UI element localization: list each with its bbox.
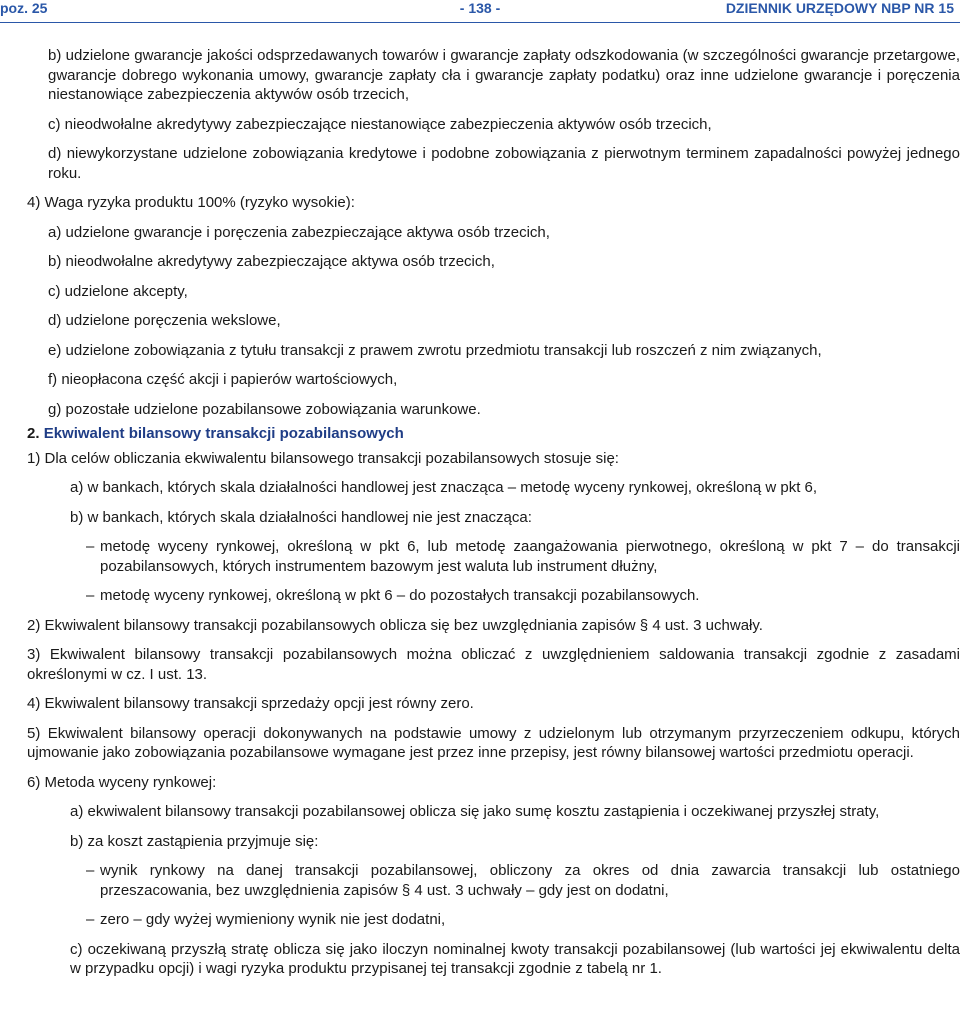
page-number: - 138 -	[459, 0, 501, 16]
point-1b-dash-1	[86, 537, 960, 576]
risk100-item-a: a) udzielone gwarancje i poręczenia zabezpieczające aktywa osób trzecich,	[48, 223, 550, 241]
page-header	[0, 0, 960, 20]
header-divider	[0, 22, 960, 23]
section-2-heading	[27, 424, 960, 444]
point-1b-dash-2	[86, 586, 960, 606]
risk100-item-e: e) udzielone zobowiązania z tytułu transakcji z prawem zwrotu przedmiotu transakcji lub roszczeń z nim związanych,	[48, 341, 822, 359]
document-body	[0, 46, 960, 979]
item-b-guarantees: b) udzielone gwarancje jakości odsprzedawanych towarów i gwarancje zapłaty odszkodowania (w szczególności gwarancje przetargowe, gwarancje dobrego wykonania umowy, gwarancje zapłaty cła i gwarancje zapłaty podatku) oraz inne udzielone gwarancje i poręczenia niestanowiące zabezpieczenia aktywów osób trzecich,	[48, 47, 960, 103]
point-6a: a) ekwiwalent bilansowy transakcji pozabilansowej oblicza się jako sumę kosztu zastąpienia i oczekiwanej przyszłej straty,	[70, 803, 880, 820]
point-1b-dash-2-text: metodę wyceny rynkowej, określoną w pkt 6 – do pozostałych transakcji pozabilansowych.	[100, 587, 700, 604]
point-6b-dash-1	[86, 861, 960, 900]
point-1: 1) Dla celów obliczania ekwiwalentu bilansowego transakcji pozabilansowych stosuje się:	[27, 449, 619, 467]
point-6c: c) oczekiwaną przyszłą stratę oblicza się jako iloczyn nominalnej kwoty transakcji pozabilansowej (lub wartości jej ekwiwalentu delta w przypadku opcji) i wagi ryzyka produktu przypisanej tej transakcji zgodnie z tabelą nr 1.	[70, 940, 960, 977]
point-3: 3) Ekwiwalent bilansowy transakcji pozabilansowych można obliczać z uwzględnieniem saldowania transakcji zgodnie z zasadami określonymi w cz. I ust. 13.	[27, 646, 960, 683]
point-6b-dash-2	[86, 910, 960, 930]
risk100-item-f: f) nieopłacona część akcji i papierów wartościowych,	[48, 371, 398, 388]
dash-bullet: –	[86, 911, 95, 928]
dash-bullet: –	[86, 587, 95, 604]
point-6: 6) Metoda wyceny rynkowej:	[27, 773, 217, 791]
point-1a: a) w bankach, których skala działalności handlowej jest znacząca – metodę wyceny rynkowej, określoną w pkt 6,	[70, 479, 818, 496]
journal-title: DZIENNIK URZĘDOWY NBP NR 15	[725, 0, 954, 16]
point-4: 4) Ekwiwalent bilansowy transakcji sprzedaży opcji jest równy zero.	[27, 695, 474, 712]
dash-bullet: –	[86, 862, 95, 879]
point-5: 5) Ekwiwalent bilansowy operacji dokonywanych na podstawie umowy z udzielonym lub otrzymanym przyrzeczeniem odkupu, których ujmowanie jako zobowiązania pozabilansowe wymagane jest przez inne przepisy, jest równy bilansowej wartości przedmiotu operacji.	[27, 724, 960, 761]
point-2: 2) Ekwiwalent bilansowy transakcji pozabilansowych oblicza się bez uwzględniania zapisów § 4 ust. 3 uchwały.	[27, 616, 763, 634]
risk-weight-100-heading: 4) Waga ryzyka produktu 100% (ryzyko wysokie):	[27, 194, 355, 211]
point-6b-dash-2-text: zero – gdy wyżej wymieniony wynik nie jest dodatni,	[100, 911, 446, 928]
point-6b: b) za koszt zastąpienia przyjmuje się:	[70, 832, 319, 850]
risk100-item-d: d) udzielone poręczenia wekslowe,	[48, 312, 281, 329]
section-number: 2.	[27, 425, 40, 442]
item-d-credit-commitments: d) niewykorzystane udzielone zobowiązania kredytowe i podobne zobowiązania z pierwotnym terminem zapadalności powyżej jednego roku.	[48, 145, 960, 182]
section-title: Ekwiwalent bilansowy transakcji pozabilansowych	[43, 425, 404, 442]
risk100-item-g: g) pozostałe udzielone pozabilansowe zobowiązania warunkowe.	[48, 400, 481, 418]
dash-bullet: –	[86, 538, 95, 555]
page-reference: poz. 25	[0, 0, 48, 16]
point-1b: b) w bankach, których skala działalności handlowej nie jest znacząca:	[70, 508, 532, 526]
risk100-item-b: b) nieodwołalne akredytywy zabezpieczające aktywa osób trzecich,	[48, 253, 495, 270]
item-c-letters-of-credit: c) nieodwołalne akredytywy zabezpieczające niestanowiące zabezpieczenia aktywów osób trzecich,	[48, 115, 712, 133]
risk100-item-c: c) udzielone akcepty,	[48, 282, 188, 300]
point-6b-dash-1-text: wynik rynkowy na danej transakcji pozabilansowej, obliczony za okres od dnia zawarcia transakcji lub ostatniego przeszacowania, bez uwzględnienia zapisów § 4 ust. 3 uchwały – gdy jest on dodatni,	[100, 862, 960, 899]
point-1b-dash-1-text: metodę wyceny rynkowej, określoną w pkt 6, lub metodę zaangażowania pierwotnego, określoną w pkt 7 – do transakcji pozabilansowych, których instrumentem bazowym jest waluta lub instrument dłużny,	[100, 538, 960, 575]
